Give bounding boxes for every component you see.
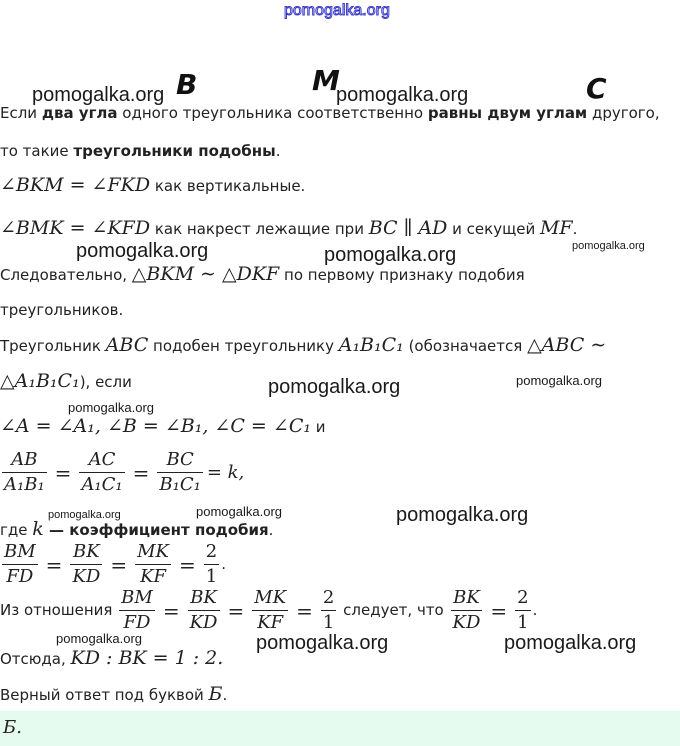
ratio-chain: $\frac{BM}{FD}$ = $\frac{BK}{KD}$ = $\frac{MK}{KF}$ = $\frac{2}{1}$ . bbox=[4, 541, 226, 587]
answer-statement: Верный ответ под буквой Б. bbox=[0, 683, 228, 705]
watermark: pomogalka.org bbox=[196, 504, 282, 519]
watermark: pomogalka.org bbox=[516, 373, 602, 388]
definition-line-1: Треугольник ABC подобен треугольнику A₁B₁C₁ (обозначается △ABC ∼ bbox=[0, 334, 607, 356]
figure-label-b: B bbox=[176, 68, 198, 101]
figure-label-m: M bbox=[312, 64, 340, 97]
watermark: pomogalka.org bbox=[268, 376, 401, 398]
watermark: pomogalka.org bbox=[68, 400, 154, 415]
rule-line-1: Если два угла одного треугольника соответственно равны двум углам другого, bbox=[0, 104, 660, 122]
watermark: pomogalka.org bbox=[396, 504, 529, 526]
watermark: pomogalka.org bbox=[504, 632, 637, 654]
coefficient-line: где k — коэффициент подобия. bbox=[0, 518, 274, 540]
ratio-conclusion: Из отношения $\frac{BM}{FD}$ = $\frac{BK}{KD}$ = $\frac{MK}{KF}$ = $\frac{2}{1}$ следует, что $\frac{BK}{KD}$ = $\frac{2}{1}$ . bbox=[0, 587, 538, 633]
watermark: pomogalka.org bbox=[324, 244, 457, 266]
watermark: pomogalka.org bbox=[48, 509, 121, 521]
watermark: pomogalka.org bbox=[32, 84, 165, 106]
ratio-formula: $\frac{AB}{\text{A₁B₁}}$ = $\frac{AC}{\text{A₁C₁}}$ = $\frac{BC}{\text{B₁C₁}}$ = k, bbox=[4, 449, 245, 495]
similarity-conclusion-line: Следовательно, △BKM ∼ △DKF по первому признаку подобия bbox=[0, 263, 525, 285]
watermark: pomogalka.org bbox=[572, 240, 645, 252]
watermark: pomogalka.org bbox=[76, 240, 209, 262]
result-line: Отсюда, KD : BK = 1 : 2. bbox=[0, 647, 224, 669]
watermark-top: pomogalka.org bbox=[284, 2, 390, 19]
vertical-angles-line: ∠BKM = ∠FKD как вертикальные. bbox=[0, 174, 306, 196]
watermark: pomogalka.org bbox=[336, 84, 469, 106]
angle-equality-line: ∠A = ∠A₁, ∠B = ∠B₁, ∠C = ∠C₁ и bbox=[0, 415, 326, 437]
watermark: pomogalka.org bbox=[56, 631, 142, 646]
rule-line-2: то такие треугольники подобны. bbox=[0, 142, 281, 160]
figure-label-c: C bbox=[586, 72, 607, 105]
definition-line-2: △A₁B₁C₁), если bbox=[0, 370, 132, 392]
similarity-conclusion-line-2: треугольников. bbox=[0, 301, 124, 319]
answer-box bbox=[0, 711, 680, 746]
watermark: pomogalka.org bbox=[256, 632, 389, 654]
answer-text: Б. bbox=[3, 717, 22, 738]
alternate-angles-line: ∠BMK = ∠KFD как накрест лежащие при BC ∥ AD и секущей MF. bbox=[0, 217, 578, 239]
